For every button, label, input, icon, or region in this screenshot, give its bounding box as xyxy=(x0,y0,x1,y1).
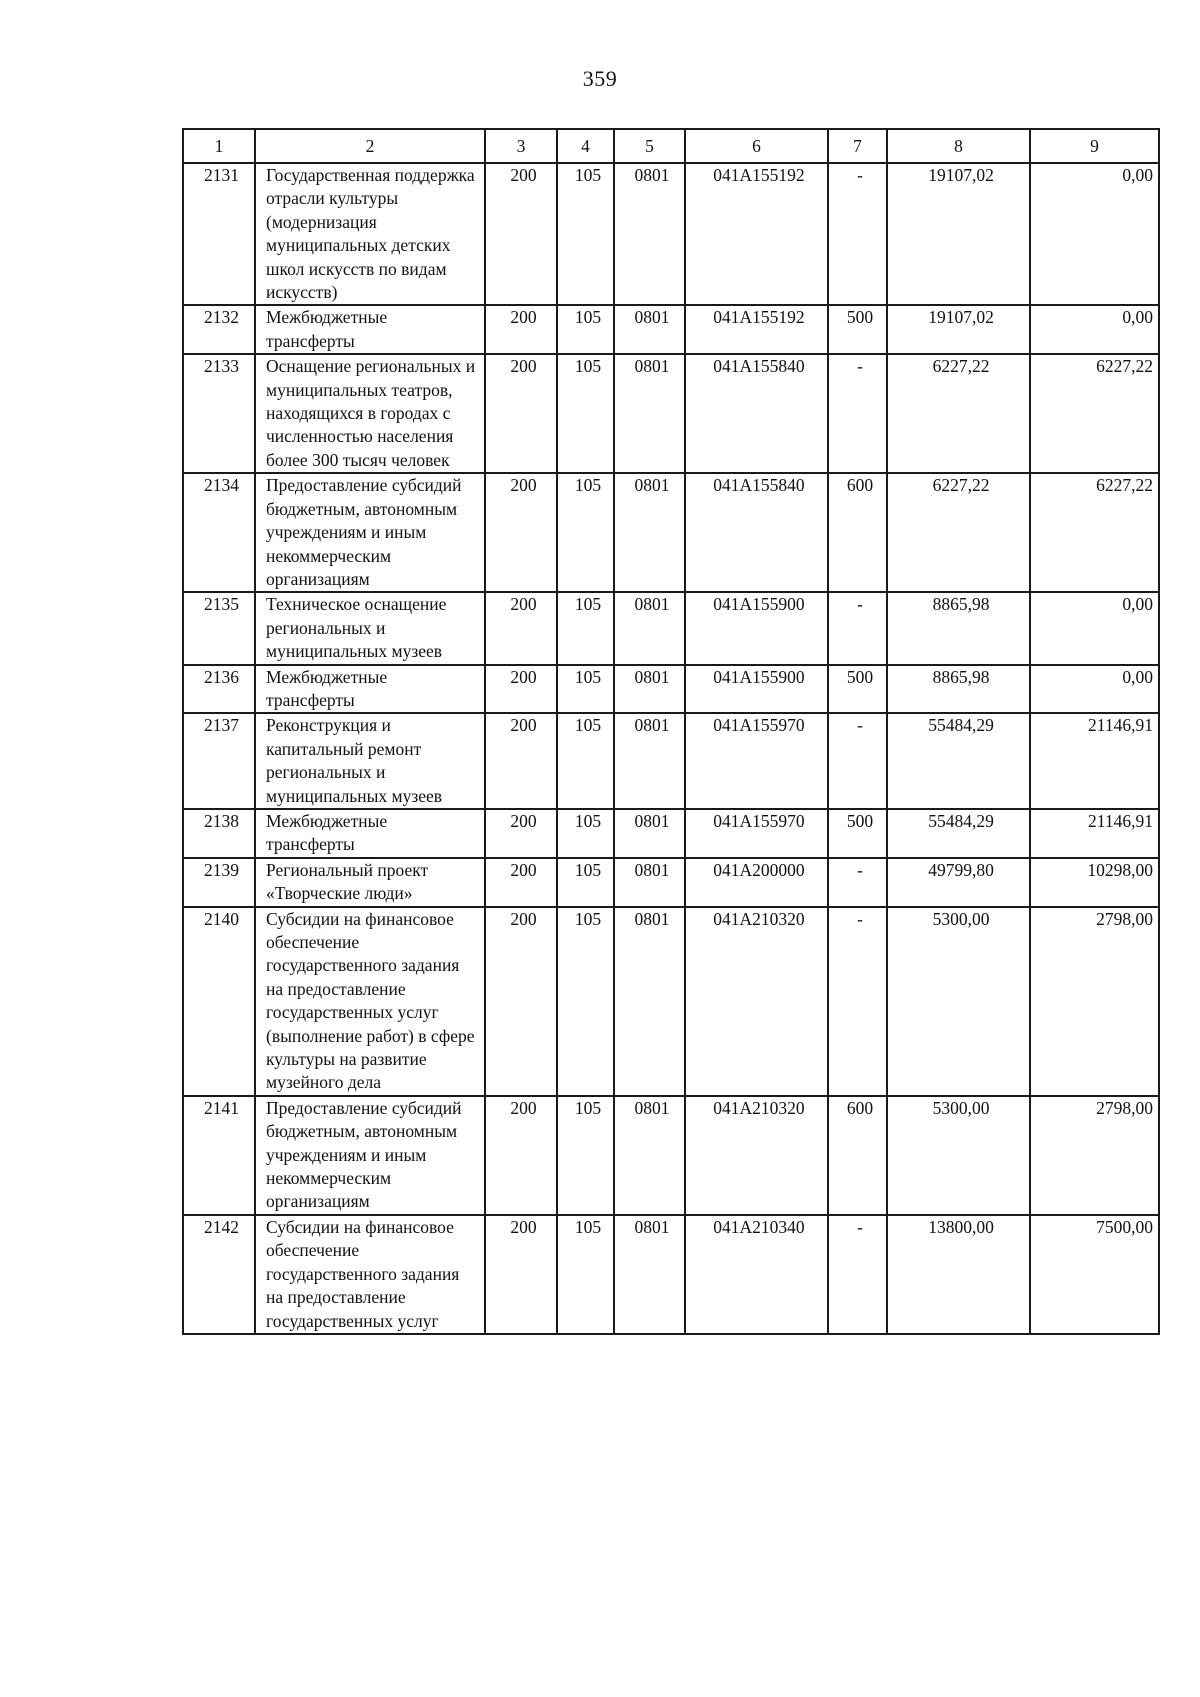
row-col7: 600 xyxy=(828,473,887,592)
row-col3: 200 xyxy=(485,1215,557,1334)
row-col7: - xyxy=(828,592,887,664)
row-col8: 5300,00 xyxy=(887,907,1030,1096)
row-col5: 0801 xyxy=(614,592,685,664)
row-col4: 105 xyxy=(557,163,614,305)
col-header-5: 5 xyxy=(614,129,685,163)
row-col6: 041A210320 xyxy=(685,1096,828,1215)
row-name: Региональный проект «Творческие люди» xyxy=(255,858,485,907)
row-number: 2141 xyxy=(183,1096,255,1215)
row-col3: 200 xyxy=(485,473,557,592)
col-header-1: 1 xyxy=(183,129,255,163)
row-col7: - xyxy=(828,907,887,1096)
row-col5: 0801 xyxy=(614,1096,685,1215)
table-row xyxy=(183,354,1159,473)
row-number: 2137 xyxy=(183,713,255,809)
col-header-7: 7 xyxy=(828,129,887,163)
page-number: 359 xyxy=(582,66,618,91)
row-name: Субсидии на финансовое обеспечение государственного задания на предоставление государственных услуг (выполнение работ) в сфере культуры на развитие музейного дела xyxy=(255,907,485,1096)
col-header-4: 4 xyxy=(557,129,614,163)
row-name: Государственная поддержка отрасли культуры (модернизация муниципальных детских школ искусств по видам искусств) xyxy=(255,163,485,305)
row-number: 2132 xyxy=(183,305,255,354)
row-number: 2142 xyxy=(183,1215,255,1334)
col-header-6: 6 xyxy=(685,129,828,163)
row-col9: 2798,00 xyxy=(1030,907,1159,1096)
row-col9: 6227,22 xyxy=(1030,473,1159,592)
row-name: Предоставление субсидий бюджетным, автономным учреждениям и иным некоммерческим организациям xyxy=(255,1096,485,1215)
table-row xyxy=(183,809,1159,858)
row-col8: 49799,80 xyxy=(887,858,1030,907)
row-name: Межбюджетные трансферты xyxy=(255,809,485,858)
row-col6: 041A155970 xyxy=(685,713,828,809)
row-number: 2134 xyxy=(183,473,255,592)
row-col5: 0801 xyxy=(614,809,685,858)
row-col9: 0,00 xyxy=(1030,665,1159,714)
row-col9: 0,00 xyxy=(1030,592,1159,664)
row-col5: 0801 xyxy=(614,907,685,1096)
row-name: Межбюджетные трансферты xyxy=(255,665,485,714)
row-col3: 200 xyxy=(485,858,557,907)
row-col7: - xyxy=(828,713,887,809)
table-row xyxy=(183,473,1159,592)
row-number: 2131 xyxy=(183,163,255,305)
row-col3: 200 xyxy=(485,665,557,714)
row-col6: 041A210340 xyxy=(685,1215,828,1334)
row-col6: 041A155840 xyxy=(685,473,828,592)
row-number: 2140 xyxy=(183,907,255,1096)
row-name: Межбюджетные трансферты xyxy=(255,305,485,354)
row-col4: 105 xyxy=(557,809,614,858)
row-col3: 200 xyxy=(485,163,557,305)
row-col3: 200 xyxy=(485,305,557,354)
row-col6: 041A155900 xyxy=(685,665,828,714)
row-col6: 041A155840 xyxy=(685,354,828,473)
row-col8: 6227,22 xyxy=(887,473,1030,592)
row-col9: 0,00 xyxy=(1030,305,1159,354)
row-col6: 041A155192 xyxy=(685,163,828,305)
row-col9: 0,00 xyxy=(1030,163,1159,305)
row-number: 2138 xyxy=(183,809,255,858)
row-name: Реконструкция и капитальный ремонт региональных и муниципальных музеев xyxy=(255,713,485,809)
row-col5: 0801 xyxy=(614,713,685,809)
row-col8: 19107,02 xyxy=(887,305,1030,354)
row-col4: 105 xyxy=(557,713,614,809)
row-name: Техническое оснащение региональных и муниципальных музеев xyxy=(255,592,485,664)
row-col7: - xyxy=(828,354,887,473)
table-row xyxy=(183,713,1159,809)
row-number: 2139 xyxy=(183,858,255,907)
row-col8: 55484,29 xyxy=(887,713,1030,809)
row-col8: 13800,00 xyxy=(887,1215,1030,1334)
row-col4: 105 xyxy=(557,354,614,473)
row-name: Субсидии на финансовое обеспечение государственного задания на предоставление государственных услуг xyxy=(255,1215,485,1334)
row-col7: 500 xyxy=(828,305,887,354)
row-col9: 7500,00 xyxy=(1030,1215,1159,1334)
row-number: 2136 xyxy=(183,665,255,714)
row-col4: 105 xyxy=(557,665,614,714)
row-col7: 600 xyxy=(828,1096,887,1215)
table-row xyxy=(183,1215,1159,1334)
row-col8: 8865,98 xyxy=(887,665,1030,714)
table-row xyxy=(183,907,1159,1096)
row-col4: 105 xyxy=(557,305,614,354)
row-col4: 105 xyxy=(557,907,614,1096)
header-row xyxy=(183,129,1159,163)
row-col4: 105 xyxy=(557,858,614,907)
row-col5: 0801 xyxy=(614,1215,685,1334)
row-col9: 21146,91 xyxy=(1030,809,1159,858)
row-col4: 105 xyxy=(557,1096,614,1215)
col-header-9: 9 xyxy=(1030,129,1159,163)
col-header-3: 3 xyxy=(485,129,557,163)
row-col3: 200 xyxy=(485,1096,557,1215)
row-col8: 5300,00 xyxy=(887,1096,1030,1215)
table-row xyxy=(183,1096,1159,1215)
table-row xyxy=(183,665,1159,714)
row-col8: 19107,02 xyxy=(887,163,1030,305)
row-col9: 10298,00 xyxy=(1030,858,1159,907)
row-col4: 105 xyxy=(557,592,614,664)
table-row xyxy=(183,858,1159,907)
table-row xyxy=(183,163,1159,305)
row-col7: - xyxy=(828,1215,887,1334)
row-col6: 041A210320 xyxy=(685,907,828,1096)
row-col6: 041A155900 xyxy=(685,592,828,664)
row-col6: 041A200000 xyxy=(685,858,828,907)
table-row xyxy=(183,305,1159,354)
table-row xyxy=(183,592,1159,664)
row-number: 2133 xyxy=(183,354,255,473)
col-header-2: 2 xyxy=(255,129,485,163)
row-col3: 200 xyxy=(485,907,557,1096)
row-col5: 0801 xyxy=(614,305,685,354)
row-col4: 105 xyxy=(557,1215,614,1334)
row-col7: 500 xyxy=(828,809,887,858)
row-name: Предоставление субсидий бюджетным, автономным учреждениям и иным некоммерческим организациям xyxy=(255,473,485,592)
row-col7: 500 xyxy=(828,665,887,714)
row-col3: 200 xyxy=(485,713,557,809)
row-col3: 200 xyxy=(485,354,557,473)
budget-table xyxy=(182,128,1160,1335)
row-col5: 0801 xyxy=(614,473,685,592)
row-col5: 0801 xyxy=(614,163,685,305)
row-col5: 0801 xyxy=(614,858,685,907)
row-col8: 55484,29 xyxy=(887,809,1030,858)
row-col3: 200 xyxy=(485,592,557,664)
row-col5: 0801 xyxy=(614,665,685,714)
row-number: 2135 xyxy=(183,592,255,664)
row-col3: 200 xyxy=(485,809,557,858)
row-col6: 041A155192 xyxy=(685,305,828,354)
row-col7: - xyxy=(828,858,887,907)
row-col6: 041A155970 xyxy=(685,809,828,858)
row-col9: 2798,00 xyxy=(1030,1096,1159,1215)
row-col8: 8865,98 xyxy=(887,592,1030,664)
row-col8: 6227,22 xyxy=(887,354,1030,473)
row-col9: 21146,91 xyxy=(1030,713,1159,809)
row-col7: - xyxy=(828,163,887,305)
row-name: Оснащение региональных и муниципальных театров, находящихся в городах с численностью населения более 300 тысяч человек xyxy=(255,354,485,473)
row-col9: 6227,22 xyxy=(1030,354,1159,473)
row-col5: 0801 xyxy=(614,354,685,473)
col-header-8: 8 xyxy=(887,129,1030,163)
row-col4: 105 xyxy=(557,473,614,592)
